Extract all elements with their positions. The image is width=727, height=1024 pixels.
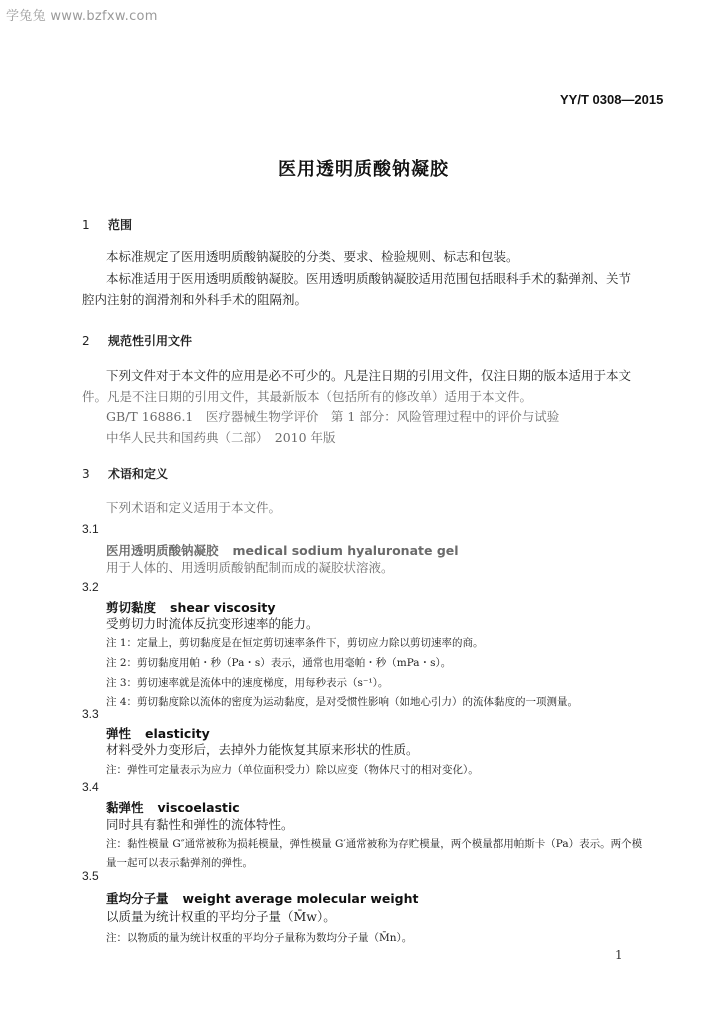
clause-number: 3.3: [82, 707, 99, 721]
standard-number: YY/T 0308—2015: [560, 92, 664, 107]
term-heading: [106, 541, 459, 559]
document-title: 医用透明质酸钠凝胶: [278, 159, 449, 180]
page-number: 1: [615, 948, 623, 962]
term-zh: 黏弹性: [106, 800, 144, 815]
term-heading: [106, 798, 240, 816]
section-1-heading: [82, 216, 132, 233]
term-zh: 弹性: [106, 726, 132, 741]
note: 注：弹性可定量表示为应力（单位面积受力）除以应变（物体尺寸的相对变化）。: [106, 764, 479, 776]
term-definition: 用于人体的、用透明质酸钠配制而成的凝胶状溶液。: [106, 560, 394, 575]
note: 注 2：剪切黏度用帕・秒（Pa・s）表示，通常也用毫帕・秒（mPa・s）。: [106, 657, 452, 669]
paragraph: 下列术语和定义适用于本文件。: [106, 500, 282, 515]
clause-number: 3.4: [82, 780, 99, 794]
watermark: 学兔兔 www.bzfxw.com: [6, 9, 158, 24]
note: 注 4：剪切黏度除以流体的密度为运动黏度，是对受惯性影响（如地心引力）的流体黏度的一项测量。: [106, 696, 579, 708]
paragraph: 下列文件对于本文件的应用是必不可少的。凡是注日期的引用文件，仅注日期的版本适用于本文: [106, 368, 632, 383]
term-en: elasticity: [145, 726, 210, 741]
reference-item: GB/T 16886.1 医疗器械生物学评价 第 1 部分：风险管理过程中的评价与试验: [106, 409, 560, 424]
section-2-heading: [82, 332, 192, 349]
term-zh: 医用透明质酸钠凝胶: [106, 543, 219, 558]
section-title: 规范性引用文件: [108, 334, 193, 348]
note: 注 1：定量上，剪切黏度是在恒定剪切速率条件下，剪切应力除以剪切速率的商。: [106, 637, 484, 649]
section-number: 1: [82, 218, 90, 232]
term-definition: 材料受外力变形后，去掉外力能恢复其原来形状的性质。: [106, 742, 419, 757]
paragraph: 本标准适用于医用透明质酸钠凝胶。医用透明质酸钠凝胶适用范围包括眼科手术的黏弹剂、关节: [106, 271, 632, 286]
clause-number: 3.5: [82, 869, 99, 883]
term-en: medical sodium hyaluronate gel: [232, 543, 459, 558]
term-en: shear viscosity: [170, 600, 276, 615]
note-continuation: 量一起可以表示黏弹剂的弹性。: [106, 857, 253, 869]
term-en: viscoelastic: [157, 800, 240, 815]
section-title: 术语和定义: [108, 467, 169, 481]
section-title: 范围: [108, 218, 133, 232]
paragraph-continuation: 件。凡是不注日期的引用文件，其最新版本（包括所有的修改单）适用于本文件。: [82, 389, 533, 404]
note: 注：以物质的量为统计权重的平均分子量称为数均分子量（M̄n）。: [106, 932, 413, 944]
term-definition: 受剪切力时流体反抗变形速率的能力。: [106, 616, 319, 631]
section-3-heading: [82, 465, 168, 482]
section-number: 3: [82, 467, 90, 481]
note: 注 3：剪切速率就是流体中的速度梯度，用每秒表示（s⁻¹）。: [106, 677, 389, 689]
term-zh: 重均分子量: [106, 891, 169, 906]
note: 注：黏性模量 G″通常被称为损耗模量，弹性模量 G′通常被称为存贮模量，两个模量都用帕斯卡（Pa）表示。两个模: [106, 838, 643, 850]
clause-number: 3.1: [82, 522, 99, 536]
term-zh: 剪切黏度: [106, 600, 157, 615]
clause-number: 3.2: [82, 580, 99, 594]
section-number: 2: [82, 334, 90, 348]
term-en: weight average molecular weight: [182, 891, 419, 906]
term-definition: 以质量为统计权重的平均分子量（M̄w）。: [106, 909, 336, 924]
reference-item: 中华人民共和国药典（二部） 2010 年版: [106, 430, 336, 445]
paragraph: 本标准规定了医用透明质酸钠凝胶的分类、要求、检验规则、标志和包装。: [106, 249, 519, 264]
paragraph-continuation: 腔内注射的润滑剂和外科手术的阻隔剂。: [82, 292, 308, 307]
term-heading: [106, 889, 419, 907]
term-definition: 同时具有黏性和弹性的流体特性。: [106, 817, 294, 832]
